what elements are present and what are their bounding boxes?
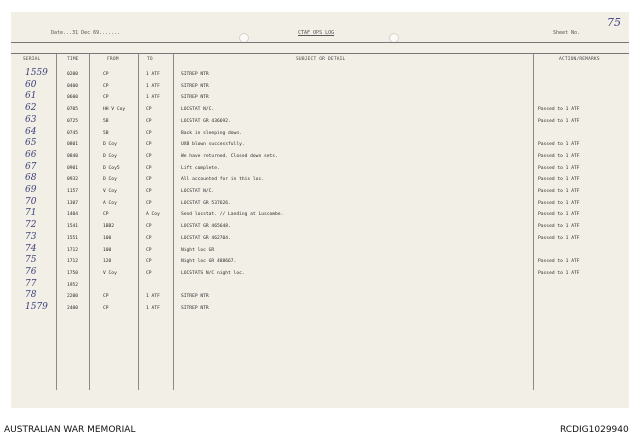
col-header-time: TIME bbox=[67, 57, 79, 62]
serial-cell: 68 bbox=[25, 173, 37, 184]
serial-cell: 62 bbox=[25, 103, 37, 114]
time-cell: 2400 bbox=[67, 306, 79, 311]
action-cell: Passed to 1 ATF bbox=[538, 165, 580, 171]
subject-cell: Night loc GR bbox=[181, 247, 215, 253]
serial-cell: 69 bbox=[25, 185, 37, 195]
to-cell: 1 ATF bbox=[146, 306, 160, 311]
log-row bbox=[11, 126, 629, 140]
to-cell: CP bbox=[146, 118, 152, 124]
time-cell: 1712 bbox=[67, 247, 79, 253]
to-cell: CP bbox=[146, 270, 152, 276]
log-row bbox=[11, 257, 629, 268]
log-row bbox=[11, 105, 629, 116]
sheet-number: 75 bbox=[607, 16, 621, 29]
log-row bbox=[11, 210, 629, 221]
action-cell: Passed to 1 ATF bbox=[538, 189, 580, 194]
serial-cell: 63 bbox=[25, 114, 37, 125]
subject-cell: SITREP NTR bbox=[181, 83, 209, 89]
subject-cell: SITREP NTR bbox=[181, 95, 209, 101]
subject-cell: UXB blown successfully. bbox=[181, 142, 245, 148]
log-title: CTAF OPS LOG bbox=[298, 30, 335, 36]
from-cell: 1BB2 bbox=[103, 224, 115, 230]
col-header-serial: SERIAL bbox=[23, 57, 41, 62]
serial-cell: 1559 bbox=[25, 68, 48, 78]
time-cell: 0725 bbox=[67, 118, 79, 124]
footer-institution: AUSTRALIAN WAR MEMORIAL bbox=[4, 425, 136, 435]
to-cell: 1 ATF bbox=[146, 95, 160, 101]
time-cell: 1404 bbox=[67, 212, 79, 218]
to-cell: 1 ATF bbox=[146, 294, 160, 300]
serial-cell: 64 bbox=[25, 126, 37, 137]
serial-cell: 60 bbox=[25, 79, 37, 90]
time-cell: 1307 bbox=[67, 200, 79, 206]
subject-cell: LOCSTAT GR 462704. bbox=[181, 235, 231, 241]
log-row bbox=[11, 243, 629, 257]
from-cell: CP bbox=[103, 72, 109, 77]
time-cell: 0400 bbox=[67, 83, 79, 89]
log-row bbox=[11, 161, 629, 175]
from-cell: HH V Coy bbox=[103, 107, 126, 113]
from-cell: 5B bbox=[103, 118, 109, 124]
to-cell: CP bbox=[146, 189, 152, 194]
time-cell: 0745 bbox=[67, 130, 79, 136]
header-bottom-rule bbox=[11, 53, 629, 54]
to-cell: CP bbox=[146, 153, 152, 159]
from-cell: CP bbox=[103, 83, 109, 89]
time-cell: 1750 bbox=[67, 270, 79, 276]
action-cell: Passed to 1 ATF bbox=[538, 177, 580, 183]
serial-cell: 75 bbox=[25, 255, 37, 266]
subject-cell: SITREP NTR bbox=[181, 294, 209, 300]
to-cell: CP bbox=[146, 165, 152, 171]
from-cell: A Coy bbox=[103, 200, 117, 206]
subject-cell: LOCSTAT GR 436692. bbox=[181, 118, 231, 124]
log-row bbox=[11, 278, 629, 292]
from-cell: D Coy5 bbox=[103, 165, 120, 171]
serial-cell: 73 bbox=[25, 231, 37, 242]
subject-cell: Send locstat. // Landing at Luscombe. bbox=[181, 212, 284, 218]
from-cell: CP bbox=[103, 294, 109, 300]
time-cell: 0932 bbox=[67, 177, 79, 183]
log-row bbox=[11, 292, 629, 303]
time-cell: 1712 bbox=[67, 259, 79, 265]
action-cell: Passed to 1 ATF bbox=[538, 153, 580, 159]
serial-cell: 76 bbox=[25, 266, 37, 277]
time-cell: 1541 bbox=[67, 224, 79, 230]
subject-cell: Back in sleeping down. bbox=[181, 130, 242, 136]
to-cell: CP bbox=[146, 200, 152, 206]
from-cell: 100 bbox=[103, 247, 112, 253]
subject-cell: LOCSTAT GR 465648. bbox=[181, 224, 231, 230]
col-header-from: FROM bbox=[107, 57, 119, 62]
to-cell: CP bbox=[146, 224, 152, 230]
to-cell: A Coy bbox=[146, 212, 160, 218]
from-cell: D Coy bbox=[103, 153, 117, 159]
action-cell: Passed to 1 ATF bbox=[538, 212, 580, 218]
serial-cell: 77 bbox=[25, 278, 37, 289]
serial-cell: 72 bbox=[25, 220, 37, 231]
action-cell: Passed to 1 ATF bbox=[538, 200, 580, 206]
to-cell: CP bbox=[146, 107, 152, 113]
log-sheet bbox=[11, 12, 629, 408]
action-cell: Passed to 1 ATF bbox=[538, 107, 580, 113]
log-row bbox=[11, 140, 629, 151]
time-cell: 0600 bbox=[67, 95, 79, 101]
footer-record-id: RCDIG1029940 bbox=[560, 425, 629, 435]
log-row bbox=[11, 79, 629, 93]
sheet-label: Sheet No. bbox=[553, 30, 581, 36]
to-cell: 1 ATF bbox=[146, 72, 160, 77]
serial-cell: 1579 bbox=[25, 302, 48, 312]
serial-cell: 61 bbox=[25, 91, 37, 102]
to-cell: 1 ATF bbox=[146, 83, 160, 89]
date-field: Date...31 Dec 69....... bbox=[51, 30, 121, 36]
col-header-to: TO bbox=[147, 57, 153, 62]
time-cell: 0901 bbox=[67, 165, 79, 171]
log-row bbox=[11, 70, 629, 81]
log-row bbox=[11, 175, 629, 186]
time-cell: 2200 bbox=[67, 294, 79, 300]
from-cell: 5B bbox=[103, 130, 109, 136]
time-cell: 1157 bbox=[67, 189, 79, 194]
action-cell: Passed to 1 ATF bbox=[538, 259, 580, 265]
serial-cell: 65 bbox=[25, 138, 37, 149]
subject-cell: Lift complete. bbox=[181, 165, 220, 171]
to-cell: CP bbox=[146, 259, 152, 265]
log-row bbox=[11, 187, 629, 198]
from-cell: D Coy bbox=[103, 177, 117, 183]
log-row bbox=[11, 222, 629, 233]
from-cell: CP bbox=[103, 95, 109, 101]
time-cell: 0200 bbox=[67, 72, 79, 77]
serial-cell: 71 bbox=[25, 208, 37, 219]
log-row bbox=[11, 231, 629, 245]
time-cell: 0801 bbox=[67, 142, 79, 148]
log-row bbox=[11, 114, 629, 128]
time-cell: 0705 bbox=[67, 107, 79, 113]
col-header-subject: SUBJECT OR DETAIL bbox=[296, 57, 346, 62]
serial-cell: 66 bbox=[25, 149, 37, 160]
from-cell: V Coy bbox=[103, 189, 117, 194]
from-cell: 120 bbox=[103, 259, 112, 265]
to-cell: CP bbox=[146, 142, 152, 148]
action-cell: Passed to 1 ATF bbox=[538, 235, 580, 241]
action-cell: Passed to 1 ATF bbox=[538, 118, 580, 124]
subject-cell: LOCSTAT N/C. bbox=[181, 107, 215, 113]
log-row bbox=[11, 266, 629, 280]
subject-cell: LOCSTAT N/C. bbox=[181, 189, 215, 194]
log-row bbox=[11, 93, 629, 104]
header-top-rule bbox=[11, 42, 629, 43]
action-cell: Passed to 1 ATF bbox=[538, 270, 580, 276]
serial-cell: 67 bbox=[25, 161, 37, 172]
subject-cell: All accounted for in this loc. bbox=[181, 177, 264, 183]
time-cell: 1551 bbox=[67, 235, 79, 241]
subject-cell: SITREP NTR bbox=[181, 72, 209, 77]
from-cell: CP bbox=[103, 212, 109, 218]
subject-cell: LOCSTAT GR 537626. bbox=[181, 200, 231, 206]
to-cell: CP bbox=[146, 235, 152, 241]
serial-cell: 74 bbox=[25, 243, 37, 254]
serial-cell: 70 bbox=[25, 196, 37, 207]
subject-cell: Night loc GR 488667. bbox=[181, 259, 237, 265]
to-cell: CP bbox=[146, 247, 152, 253]
log-row bbox=[11, 196, 629, 210]
from-cell: V Coy bbox=[103, 270, 117, 276]
serial-cell: 78 bbox=[25, 290, 37, 301]
subject-cell: SITREP NTR bbox=[181, 306, 209, 311]
to-cell: CP bbox=[146, 130, 152, 136]
time-cell: 0840 bbox=[67, 153, 79, 159]
from-cell: CP bbox=[103, 306, 109, 311]
col-header-action: ACTION/REMARKS bbox=[559, 57, 600, 62]
action-cell: Passed to 1 ATF bbox=[538, 224, 580, 230]
subject-cell: LOCSTATS N/C night loc. bbox=[181, 270, 245, 276]
log-row bbox=[11, 149, 629, 163]
from-cell: D Coy bbox=[103, 142, 117, 148]
subject-cell: We have returned. Closed down sets. bbox=[181, 153, 278, 159]
to-cell: CP bbox=[146, 177, 152, 183]
action-cell: Passed to 1 ATF bbox=[538, 142, 580, 148]
from-cell: 100 bbox=[103, 235, 112, 241]
time-cell: 1952 bbox=[67, 282, 79, 288]
log-row bbox=[11, 304, 629, 315]
